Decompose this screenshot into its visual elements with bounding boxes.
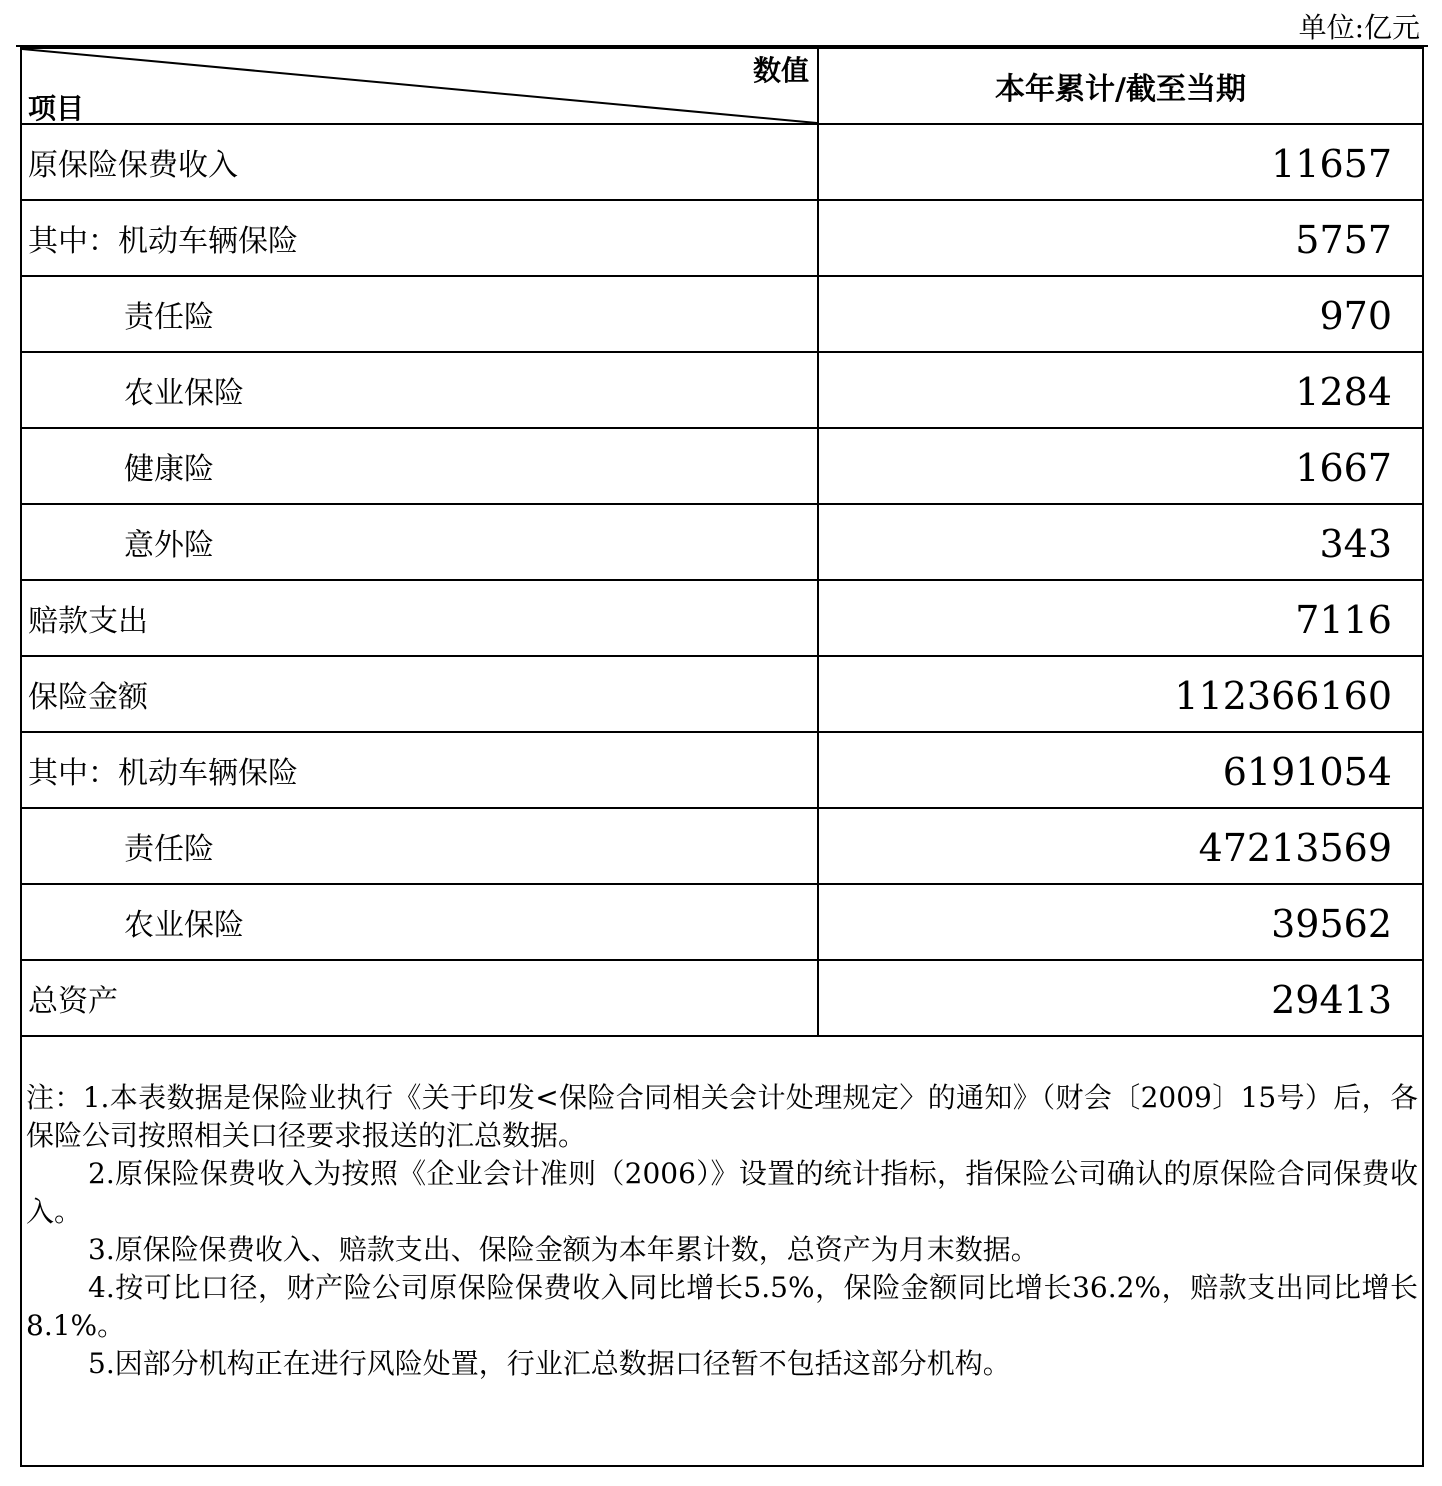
row-label: 赔款支出 xyxy=(22,581,819,655)
insurance-data-table xyxy=(20,47,1424,1467)
row-value: 47213569 xyxy=(1198,826,1392,870)
row-label: 总资产 xyxy=(22,961,819,1035)
corner-diagonal-line xyxy=(22,49,817,123)
row-label: 保险金额 xyxy=(22,657,819,731)
row-label: 农业保险 xyxy=(22,353,819,427)
table-body xyxy=(22,125,1422,1037)
row-value: 29413 xyxy=(1271,978,1392,1022)
row-value: 343 xyxy=(1319,522,1392,566)
table-header xyxy=(22,49,1422,125)
table-row xyxy=(22,201,1422,277)
table-row xyxy=(22,961,1422,1037)
row-value: 11657 xyxy=(1271,142,1392,186)
table-row xyxy=(22,125,1422,201)
row-label: 其中：机动车辆保险 xyxy=(22,733,819,807)
table-row xyxy=(22,809,1422,885)
table-row xyxy=(22,505,1422,581)
table-row xyxy=(22,657,1422,733)
row-value: 5757 xyxy=(1295,218,1392,262)
note-paragraph: 5.因部分机构正在进行风险处置，行业汇总数据口径暂不包括这部分机构。 xyxy=(88,1347,1011,1380)
note-paragraph: 注：1.本表数据是保险业执行《关于印发<保险合同相关会计处理规定〉的通知》（财会〔2009〕15号）后，各保险公司按照相关口径要求报送的汇总数据。 xyxy=(26,1081,1418,1152)
row-label: 责任险 xyxy=(22,809,819,883)
row-label: 其中：机动车辆保险 xyxy=(22,201,819,275)
note-paragraph: 3.原保险保费收入、赔款支出、保险金额为本年累计数，总资产为月末数据。 xyxy=(88,1233,1039,1266)
row-value: 39562 xyxy=(1271,902,1392,946)
table-row xyxy=(22,353,1422,429)
note-paragraph: 2.原保险保费收入为按照《企业会计准则（2006）》设置的统计指标，指保险公司确认的原保险合同保费收入。 xyxy=(26,1157,1418,1228)
table-row xyxy=(22,277,1422,353)
corner-value-label: 数值 xyxy=(752,54,809,87)
row-label: 原保险保费收入 xyxy=(22,125,819,199)
table-row xyxy=(22,581,1422,657)
table-row xyxy=(22,885,1422,961)
row-label: 健康险 xyxy=(22,429,819,503)
row-value: 112366160 xyxy=(1174,674,1392,718)
row-value: 6191054 xyxy=(1222,750,1392,794)
row-value: 7116 xyxy=(1295,598,1392,642)
table-row xyxy=(22,733,1422,809)
row-label: 意外险 xyxy=(22,505,819,579)
unit-label: 单位:亿元 xyxy=(1298,11,1420,44)
corner-item-label: 项目 xyxy=(28,92,85,123)
row-label: 责任险 xyxy=(22,277,819,351)
note-paragraph: 4.按可比口径，财产险公司原保险保费收入同比增长5.5%，保险金额同比增长36.2%，赔款支出同比增长8.1%。 xyxy=(26,1271,1418,1342)
header-corner-cell xyxy=(22,49,819,123)
row-value: 1284 xyxy=(1295,370,1392,414)
table-row xyxy=(22,429,1422,505)
table-notes xyxy=(22,1037,1422,1465)
row-value: 970 xyxy=(1319,294,1392,338)
row-value: 1667 xyxy=(1295,446,1392,490)
row-label: 农业保险 xyxy=(22,885,819,959)
column-title: 本年累计/截至当期 xyxy=(995,72,1246,107)
